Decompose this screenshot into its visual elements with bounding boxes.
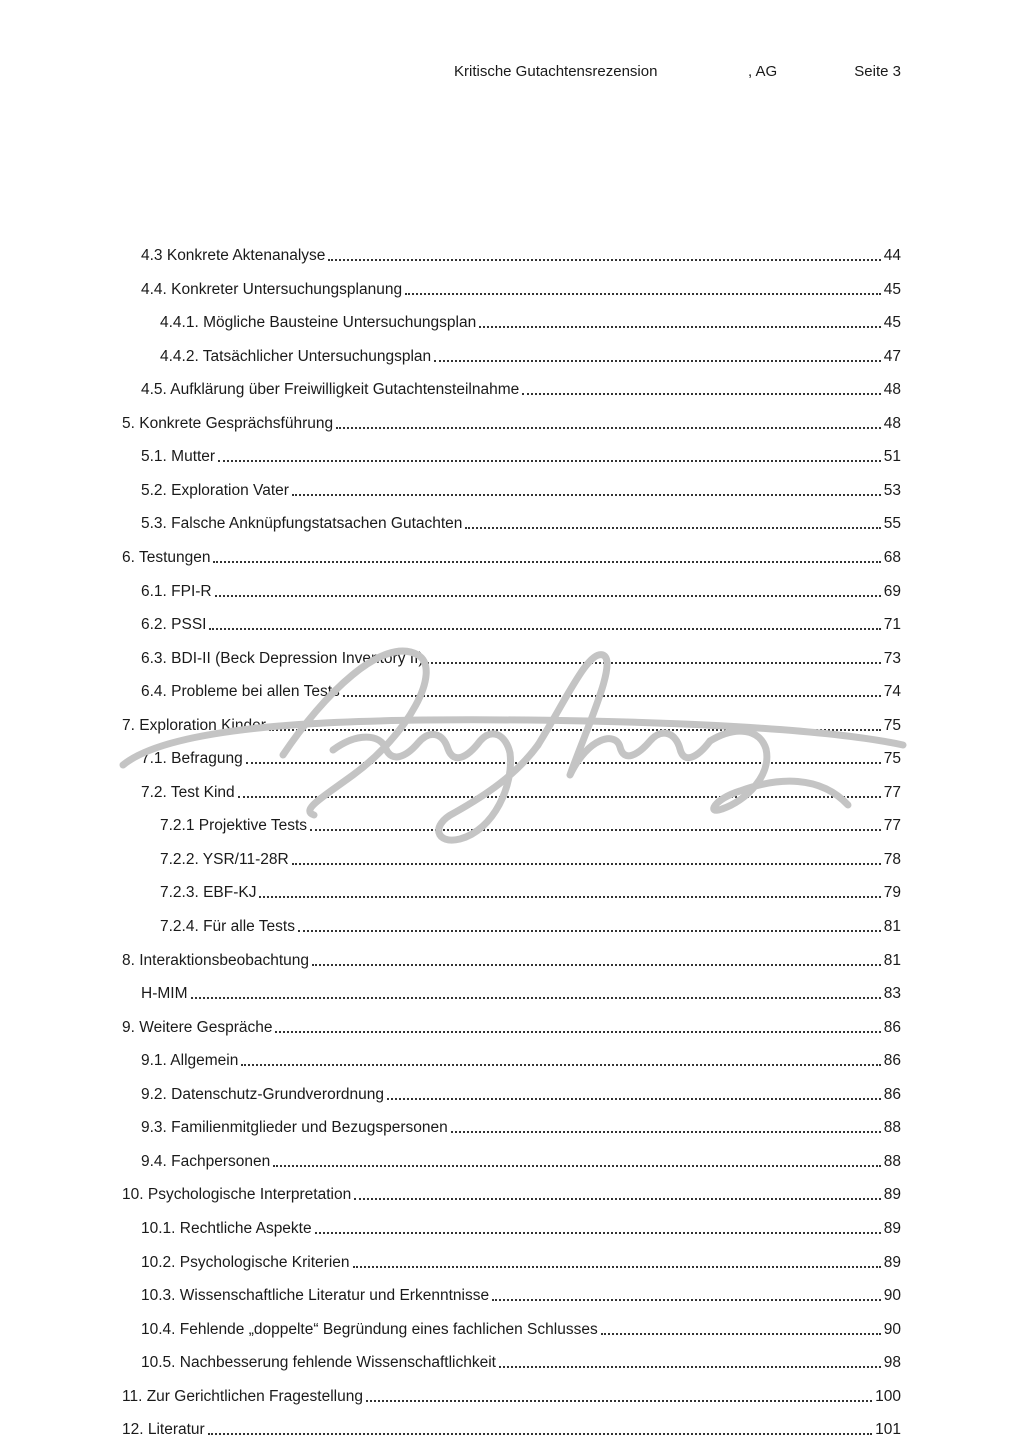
toc-dot-leader	[328, 259, 880, 261]
toc-entry-label: 6.4. Probleme bei allen Tests	[141, 683, 340, 700]
toc-entry[interactable]	[141, 1081, 901, 1105]
toc-entry-page: 98	[883, 1354, 901, 1371]
toc-entry-label: 5. Konkrete Gesprächsführung	[122, 415, 334, 432]
toc-entry-label: 10.4. Fehlende „doppelte“ Begründung eines fachlichen Schlusses	[141, 1321, 598, 1338]
toc-dot-leader	[215, 595, 881, 597]
toc-entry-page: 86	[883, 1052, 901, 1069]
toc-entry-page: 89	[883, 1186, 901, 1203]
toc-dot-leader	[213, 561, 880, 563]
toc-entry-page: 71	[883, 616, 901, 633]
toc-entry-label: 9.1. Allgemein	[141, 1052, 239, 1069]
toc-dot-leader	[310, 829, 881, 831]
toc-entry[interactable]	[122, 1416, 901, 1440]
toc-dot-leader	[208, 1433, 872, 1435]
toc-entry[interactable]	[141, 1249, 901, 1273]
toc-dot-leader	[292, 494, 881, 496]
toc-entry-page: 89	[883, 1254, 901, 1271]
toc-entry-page: 79	[883, 884, 901, 901]
toc-entry[interactable]	[122, 544, 901, 568]
toc-entry-page: 73	[883, 650, 901, 667]
toc-entry-label: 4.3 Konkrete Aktenanalyse	[141, 247, 326, 264]
toc-entry-page: 45	[883, 281, 901, 298]
toc-dot-leader	[427, 662, 881, 664]
toc-entry-label: 10.5. Nachbesserung fehlende Wissenschaftlichkeit	[141, 1354, 496, 1371]
toc-entry[interactable]	[141, 477, 901, 501]
toc-entry-label: 6.1. FPI-R	[141, 583, 212, 600]
toc-dot-leader	[499, 1366, 881, 1368]
toc-entry-page: 88	[883, 1119, 901, 1136]
toc-dot-leader	[465, 527, 880, 529]
toc-entry-label: 9.4. Fachpersonen	[141, 1153, 271, 1170]
toc-entry-page: 53	[883, 482, 901, 499]
toc-entry[interactable]	[141, 510, 901, 534]
toc-entry-page: 101	[875, 1421, 901, 1438]
toc-entry-label: 4.4.1. Mögliche Bausteine Untersuchungsplan	[160, 314, 477, 331]
toc-entry[interactable]	[141, 1282, 901, 1306]
toc-entry-page: 55	[883, 515, 901, 532]
toc-entry-page: 74	[883, 683, 901, 700]
toc-entry-label: 7.2.3. EBF-KJ	[160, 884, 257, 901]
toc-dot-leader	[238, 796, 881, 798]
toc-entry-page: 48	[883, 381, 901, 398]
toc-entry-page: 45	[883, 314, 901, 331]
toc-entry-page: 51	[883, 448, 901, 465]
toc-dot-leader	[218, 460, 881, 462]
toc-entry-label: 5.1. Mutter	[141, 448, 216, 465]
toc-dot-leader	[479, 326, 881, 328]
party-label: , AG	[748, 63, 778, 80]
toc-dot-leader	[298, 930, 881, 932]
toc-dot-leader	[209, 628, 880, 630]
toc-dot-leader	[354, 1198, 881, 1200]
toc-dot-leader	[366, 1400, 872, 1402]
toc-entry-label: 4.5. Aufklärung über Freiwilligkeit Gutachtensteilnahme	[141, 381, 520, 398]
toc-entry[interactable]	[160, 309, 901, 333]
toc-entry-page: 90	[883, 1321, 901, 1338]
toc-dot-leader	[336, 427, 881, 429]
toc-entry-label: 4.4. Konkreter Untersuchungsplanung	[141, 281, 403, 298]
toc-entry[interactable]	[141, 1114, 901, 1138]
toc-entry[interactable]	[160, 846, 901, 870]
toc-entry-label: 7.2.4. Für alle Tests	[160, 918, 295, 935]
toc-entry[interactable]	[141, 611, 901, 635]
toc-entry-label: 7.2. Test Kind	[141, 784, 235, 801]
toc-entry-page: 68	[883, 549, 901, 566]
toc-entry-label: 10.2. Psychologische Kriterien	[141, 1254, 350, 1271]
toc-entry[interactable]	[141, 1316, 901, 1340]
toc-entry[interactable]	[160, 879, 901, 903]
toc-dot-leader	[312, 964, 881, 966]
toc-entry[interactable]	[122, 410, 901, 434]
toc-dot-leader	[315, 1232, 881, 1234]
toc-entry-page: 77	[883, 784, 901, 801]
toc-entry[interactable]	[141, 980, 901, 1004]
toc-entry-page: 81	[883, 918, 901, 935]
toc-entry-page: 89	[883, 1220, 901, 1237]
toc-entry-label: 9. Weitere Gespräche	[122, 1019, 273, 1036]
toc-entry[interactable]	[122, 1181, 901, 1205]
page-header	[0, 63, 1024, 85]
toc-entry[interactable]	[141, 645, 901, 669]
toc-dot-leader	[241, 1064, 880, 1066]
toc-entry-label: 7.1. Befragung	[141, 750, 243, 767]
toc-dot-leader	[434, 360, 881, 362]
toc-dot-leader	[601, 1333, 881, 1335]
toc-entry[interactable]	[141, 376, 901, 400]
toc-entry-label: 7. Exploration Kinder	[122, 717, 266, 734]
toc-entry-label: 8. Interaktionsbeobachtung	[122, 952, 309, 969]
toc-entry-label: 6.3. BDI-II (Beck Depression Inventory II)	[141, 650, 424, 667]
toc-entry[interactable]	[141, 1349, 901, 1373]
toc-dot-leader	[292, 863, 881, 865]
toc-entry-page: 69	[883, 583, 901, 600]
toc-dot-leader	[246, 762, 881, 764]
toc-entry-label: 6.2. PSSI	[141, 616, 207, 633]
toc-entry[interactable]	[122, 947, 901, 971]
toc-entry-label: 9.2. Datenschutz-Grundverordnung	[141, 1086, 384, 1103]
toc-entry[interactable]	[141, 443, 901, 467]
toc-entry-label: 5.2. Exploration Vater	[141, 482, 289, 499]
toc-entry-label: 5.3. Falsche Anknüpfungstatsachen Gutachten	[141, 515, 463, 532]
toc-entry[interactable]	[141, 1047, 901, 1071]
toc-entry[interactable]	[141, 242, 901, 266]
toc-entry-page: 77	[883, 817, 901, 834]
toc-entry-label: 10.1. Rechtliche Aspekte	[141, 1220, 312, 1237]
toc-entry-page: 75	[883, 750, 901, 767]
toc-entry-label: 9.3. Familienmitglieder und Bezugspersonen	[141, 1119, 448, 1136]
toc-entry-label: 10. Psychologische Interpretation	[122, 1186, 352, 1203]
toc-entry[interactable]	[141, 1148, 901, 1172]
toc-dot-leader	[492, 1299, 881, 1301]
signature-text: Langhans	[477, 822, 549, 839]
toc-entry-page: 100	[875, 1388, 901, 1405]
toc-dot-leader	[269, 729, 881, 731]
toc-entry[interactable]	[160, 343, 901, 367]
toc-entry-page: 86	[883, 1086, 901, 1103]
toc-entry[interactable]	[160, 913, 901, 937]
toc-entry[interactable]	[122, 1014, 901, 1038]
toc-dot-leader	[405, 293, 881, 295]
toc-entry-page: 83	[883, 985, 901, 1002]
toc-dot-leader	[451, 1131, 881, 1133]
toc-entry-label: 4.4.2. Tatsächlicher Untersuchungsplan	[160, 348, 432, 365]
toc-entry[interactable]	[141, 578, 901, 602]
toc-entry-label: 12. Literatur	[122, 1421, 205, 1438]
toc-entry-label: 11. Zur Gerichtlichen Fragestellung	[122, 1388, 363, 1405]
document-title: Kritische Gutachtensrezension	[454, 63, 658, 80]
toc-entry-label: 7.2.2. YSR/11-28R	[160, 851, 289, 868]
toc-dot-leader	[275, 1031, 880, 1033]
toc-entry[interactable]	[122, 1383, 901, 1407]
toc-entry-page: 75	[883, 717, 901, 734]
toc-entry-label: H-MIM	[141, 985, 188, 1002]
toc-entry-page: 48	[883, 415, 901, 432]
page-number: Seite 3	[854, 63, 901, 80]
toc-entry-page: 47	[883, 348, 901, 365]
toc-dot-leader	[259, 896, 880, 898]
toc-entry-label: 6. Testungen	[122, 549, 211, 566]
toc-entry[interactable]	[141, 276, 901, 300]
toc-dot-leader	[343, 695, 881, 697]
toc-dot-leader	[387, 1098, 881, 1100]
toc-entry[interactable]	[141, 745, 901, 769]
toc-entry-page: 86	[883, 1019, 901, 1036]
toc-entry-page: 44	[883, 247, 901, 264]
toc-entry-page: 81	[883, 952, 901, 969]
toc-dot-leader	[273, 1165, 880, 1167]
toc-entry[interactable]	[141, 678, 901, 702]
toc-dot-leader	[353, 1266, 881, 1268]
toc-entry-page: 90	[883, 1287, 901, 1304]
toc-entry-label: 7.2.1 Projektive Tests	[160, 817, 308, 834]
toc-entry[interactable]	[160, 812, 901, 836]
toc-entry[interactable]	[141, 1215, 901, 1239]
toc-entry-page: 78	[883, 851, 901, 868]
toc-entry[interactable]	[141, 779, 901, 803]
toc-dot-leader	[522, 393, 881, 395]
toc-entry-page: 88	[883, 1153, 901, 1170]
toc-entry[interactable]	[122, 712, 901, 736]
toc-dot-leader	[191, 997, 881, 999]
toc-entry-label: 10.3. Wissenschaftliche Literatur und Erkenntnisse	[141, 1287, 490, 1304]
